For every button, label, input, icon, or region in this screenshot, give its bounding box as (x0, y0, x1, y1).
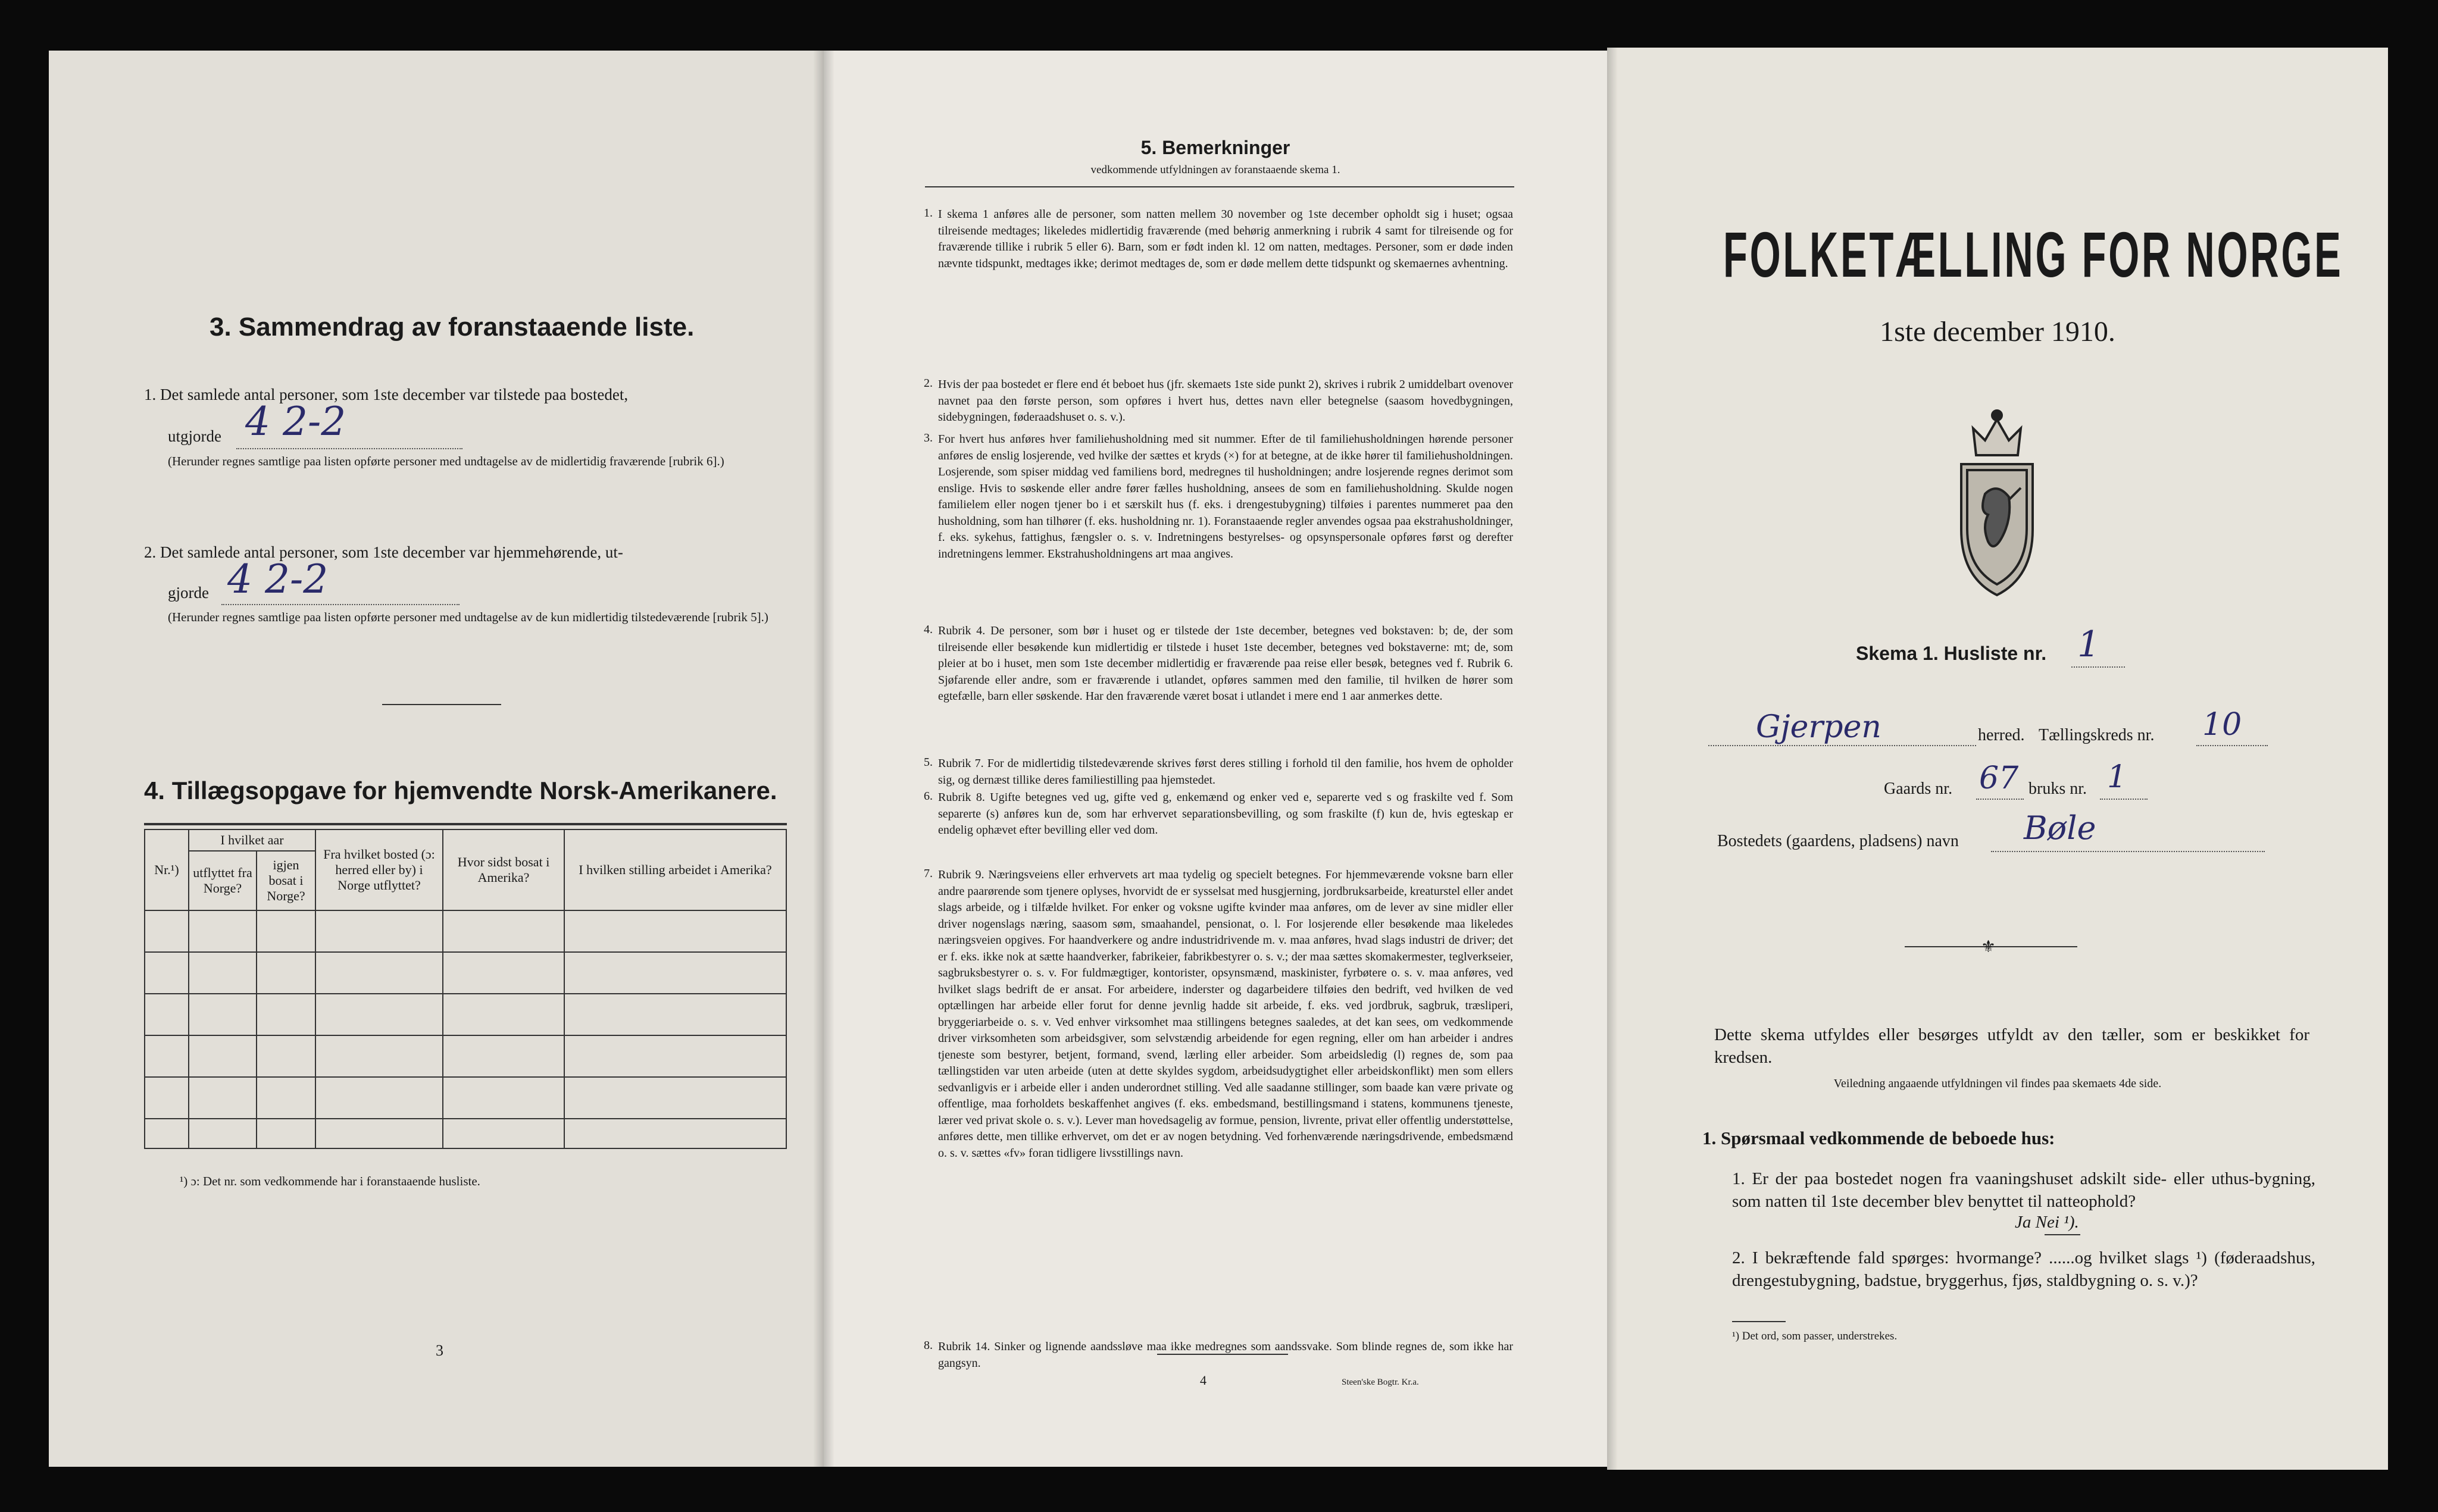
table-header-bosat: igjen bosat i Norge? (257, 851, 315, 910)
remark-number: 5. (924, 756, 933, 769)
summary-item2-label: gjorde (168, 584, 209, 602)
divider (382, 704, 501, 705)
remark-number: 4. (924, 623, 933, 636)
remark-number: 7. (924, 867, 933, 880)
table-row (145, 1077, 786, 1119)
remarks-title: 5. Bemerkninger (1140, 137, 1290, 158)
summary-item2-note: (Herunder regnes samtlige paa listen opførte personer med undtagelse av de kun midlertidig tilstedeværende [rubrik 5].) (168, 610, 768, 624)
coat-of-arms-icon (1952, 399, 2042, 601)
dotted-line (1991, 851, 2265, 852)
printer-mark: Steen'ske Bogtr. Kr.a. (1342, 1378, 1419, 1387)
section3-title: 3. Sammendrag av foranstaaende liste. (210, 312, 695, 342)
herred-value: Gjerpen (1756, 709, 1881, 745)
bruks-value: 1 (2107, 759, 2127, 795)
herred-label: herred. (1978, 726, 2025, 744)
census-title: FOLKETÆLLING FOR NORGE (1723, 218, 2343, 290)
footnote: ¹) Det ord, som passer, understrekes. (1732, 1330, 1898, 1342)
remarks-subtitle: vedkommende utfyldningen av foranstaaende skema 1. (1090, 164, 1340, 176)
footnote-rule (1732, 1321, 1786, 1322)
kreds-label: Tællingskreds nr. (2039, 726, 2155, 744)
bruks-label: bruks nr. (2028, 780, 2087, 798)
answer-underline (2045, 1234, 2080, 1235)
page-middle (824, 51, 1607, 1467)
table-header-utflyttet: utflyttet fra Norge? (189, 851, 257, 910)
summary-item1-label: utgjorde (168, 427, 221, 445)
summary-item1-note: (Herunder regnes samtlige paa listen opførte personer med undtagelse av de midlertidig fraværende [rubrik 6].) (168, 454, 724, 468)
summary-item1-text: 1. Det samlede antal personer, som 1ste december var tilstede paa bostedet, (144, 386, 629, 403)
page-fold-shadow (813, 51, 824, 1467)
table-row (145, 952, 786, 994)
schema-label: Skema 1. Husliste nr. (1856, 643, 2047, 664)
section4-title: 4. Tillægsopgave for hjemvendte Norsk-Amerikanere. (144, 777, 777, 804)
table-header-nr: Nr.¹) (145, 829, 189, 910)
page-fold-shadow (824, 51, 834, 1467)
bosted-label: Bostedets (gaardens, pladsens) navn (1717, 832, 1959, 850)
instruction-small: Veiledning angaaende utfyldningen vil findes paa skemaets 4de side. (1833, 1077, 2162, 1090)
remark-text: For hvert hus anføres hver familiehusholdning med sit nummer. Efter de til familiehusholdningen hørende personer anføres de enslig losjerende, ved hvilke der sættes et kryds (×) for at betegne, at de ikke hører til familiehusholdningen. Losjerende, som spiser middag ved familiens bord, medregnes til husholdningen; andre losjerende regnes derimot som enslige. Hvis to søskende eller andre fører fælles husholdning, ansees de som en familiehusholdning. Skulde nogen familielem eller nogen tjener bo i et særskilt hus (f. eks. i drengestubygning) tilføies i parentes nummeret paa den husholdning, som han tilhører (f. eks. husholdning nr. 1). Foranstaaende regler anvendes ogsaa paa ekstrahusholdninger, f. eks. sykehus, fattighus, fængsler o. s. v. Indretningens bestyrelses- og opsynspersonale opføres først og derefter indretningens lemmer. Ekstrahusholdningens art maa angives. (938, 433, 1513, 561)
dotted-line (2196, 745, 2268, 746)
remark-number: 2. (924, 377, 933, 390)
ornament-icon: ⚜ (1981, 938, 1996, 956)
summary-item1-value: 4 2-2 (245, 399, 346, 444)
dotted-line (1708, 745, 1976, 746)
dotted-line (2100, 799, 2148, 800)
dotted-line (236, 448, 462, 449)
dotted-line (2071, 666, 2125, 668)
remark-text: Rubrik 14. Sinker og lignende aandssløve maa ikke medregnes som aandssvake. Som blinde regnes de, som ikke har gangsyn. (938, 1340, 1513, 1370)
table-row (145, 1119, 786, 1148)
dotted-line (221, 604, 460, 605)
summary-item2-text: 2. Det samlede antal personer, som 1ste december var hjemmehørende, ut- (144, 543, 623, 561)
remark-text: Rubrik 7. For de midlertidig tilstedeværende skrives først deres stilling i forhold til den familie, hos hvem de opholder sig, og dernæst tillike deres familiestilling paa hjemstedet. (938, 757, 1513, 787)
table-row (145, 994, 786, 1035)
census-date: 1ste december 1910. (1880, 316, 2115, 348)
table-top-rule (144, 823, 787, 825)
remark-number: 3. (924, 431, 933, 444)
bosted-value: Bøle (2024, 809, 2096, 847)
remark-text: Rubrik 4. De personer, som bør i huset og er tilstede der 1ste december, betegnes ved bokstaven: b; de, der som tilreisende eller besøkende kun midlertidig er tilstede i huset 1ste december, betegnes ved bokstaverne: mt; de, som pleier at bo i huset, men som 1ste december midlertidig er fraværende paa reise eller besøk, betegnes ved f. Rubrik 6. Sjøfarende eller andre, som er fraværende i utlandet, opføres sammen med den familie, til hvilken de hører som egtefælle, barn eller søskende. Har den fraværende været bosat i utlandet i mere end 1 aar anmerkes dette. (938, 624, 1513, 703)
remarks-top-rule (925, 186, 1514, 187)
norsk-amerikanere-table (144, 829, 787, 1149)
remark-number: 8. (924, 1339, 933, 1352)
remark-text: Rubrik 8. Ugifte betegnes ved ug, gifte ved g, enkemænd og enker ved e, separerte ved s og fraskilte ved f. Som separerte (s) anføres kun de, som har erhvervet separationsbevilling, og som fraskilte (f) kun de, hvis egteskap er endelig ophævet efter bevilling eller ved dom. (938, 791, 1513, 837)
page-number: 4 (1200, 1373, 1207, 1388)
remark-number: 1. (924, 206, 933, 220)
table-header-stilling: I hvilken stilling arbeidet i Amerika? (564, 829, 786, 910)
table-row (145, 1035, 786, 1077)
remark-number: 6. (924, 790, 933, 803)
table-header-amerika: Hvor sidst bosat i Amerika? (443, 829, 564, 910)
summary-item2-value: 4 2-2 (227, 556, 329, 602)
page-fold-shadow (1607, 48, 1618, 1470)
remark-text: Rubrik 9. Næringsveiens eller erhvervets art maa tydelig og specielt betegnes. For hjemmeværende voksne barn eller andre paarørende som tjenere oplyses, hvorvidt de er sysselsat med husgjerning, jordbruksarbeide, kreaturstel eller andet slags arbeide, og i tilfælde hvilket. For enker og voksne ugifte kvinder maa anføres, om de lever av sine midler eller driver nogenslags næring, saasom søm, smaahandel, pensionat, o. l. For losjerende eller besøkende maa likeledes næringsveien opgives. For haandverkere og andre industridrivende m. v. maa anføres, hvad slags industri de driver; det er f. eks. ikke nok at sætte haandverker, fabrikeier, fabrikbestyrer o. s. v.; der maa sættes skomakermester, teglverkseier, sagbruksbestyrer o. s. v. For fuldmægtiger, kontorister, opsynsmænd, maskinister, fyrbøtere o. s. v. maa anføres, ved hvilket slags bedrift de er ansat. For arbeidere, inderster og dagarbeidere tilføies den bedrift, ved hvilken de ved optællingen har arbeide eller forut for denne jevnlig hadde sit arbeide, f. eks. ved jordbruk, sagbruk, træsliperi, bryggeriarbeide o. s. v. Ved enhver virksomhet maa stillingens betegnes saaledes, at det kan sees, om vedkommende driver virksomheten som arbeidsgiver, som selvstændig arbeidende for egen regning, eller om han arbeider i andres tjeneste som bestyrer, betjent, formand, svend, lærling eller arbeider. Som arbeidsledig (l) regnes de, som paa tællingstiden var uten arbeide (uten at dette skyldes sygdom, arbeidsudygtighet eller arbeidskonflikt) men som ellers sedvanligvis er i arbeide eller i anden underordnet stilling. Ved alle saadanne stillinger, som baade kan være private og offentlige, maa forholdets beskaffenhet angives (f. eks. embedsmand, bestillingsmand i statens, kommunens tjeneste, lærer ved privat skole o. s. v.). Lever man hovedsagelig av formue, pension, livrente, privat eller offentlig understøttelse, anføres dette, men tillike erhvervet, om det er av nogen betydning. Ved forhenværende næringsdrivende, embedsmænd o. s. v. sættes «fv» foran tidligere livsstillings navn. (938, 868, 1513, 1160)
question-2: 2. I bekræftende fald spørges: hvormange? ......og hvilket slags ¹) (føderaadshus, drengestubygning, badstue, bryggerhus, fjøs, staldbygning o. s. v.)? (1732, 1248, 2315, 1290)
gaards-value: 67 (1979, 760, 2019, 796)
question-1: 1. Er der paa bostedet nogen fra vaaningshuset adskilt side- eller uthus-bygning, som natten til 1ste december blev benyttet til natteophold? (1732, 1169, 2315, 1211)
page-left (49, 51, 824, 1467)
remark-text: Hvis der paa bostedet er flere end ét beboet hus (jfr. skemaets 1ste side punkt 2), skrives i rubrik 2 umiddelbart ovenover navnet paa den første person, som opføres i hvert hus, dettes navn eller betegnelse (saasom hovedbygningen, sidebygningen, føderaadshuset o. s. v.). (938, 378, 1513, 424)
remark-text: I skema 1 anføres alle de personer, som natten mellem 30 november og 1ste december opholdt sig i huset; ogsaa tilreisende medtages; likeledes midlertidig fraværende (med behørig anmerkning i rubrik 4 samt for tilreisende og for fraværende tillike i rubrik 5 eller 6). Barn, som er født inden kl. 12 om natten, medtages. Personer, som er døde inden nævnte tidspunkt, medtages ikke; derimot medtages de, som er døde mellem dette tidspunkt og skemaernes avhentning. (938, 208, 1513, 270)
schema-value: 1 (2077, 624, 2101, 665)
instruction-text: Dette skema utfyldes eller besørges utfyldt av den tæller, som er beskikket for kredsen. (1714, 1025, 2309, 1067)
table-header-bosted: Fra hvilket bosted (ɔ: herred eller by) i Norge utflyttet? (315, 829, 443, 910)
gaards-label: Gaards nr. (1884, 780, 1953, 798)
table-footnote: ¹) ɔ: Det nr. som vedkommende har i foranstaaende husliste. (180, 1174, 480, 1188)
questions-heading: 1. Spørsmaal vedkommende de beboede hus: (1702, 1128, 2055, 1148)
question-1-answer: Ja Nei ¹). (2015, 1213, 2079, 1232)
table-header-group: I hvilket aar (189, 829, 315, 851)
dotted-line (1976, 799, 2024, 800)
page-right (1607, 48, 2388, 1470)
page-number: 3 (436, 1342, 443, 1359)
table-row (145, 910, 786, 952)
kreds-value: 10 (2202, 707, 2242, 743)
